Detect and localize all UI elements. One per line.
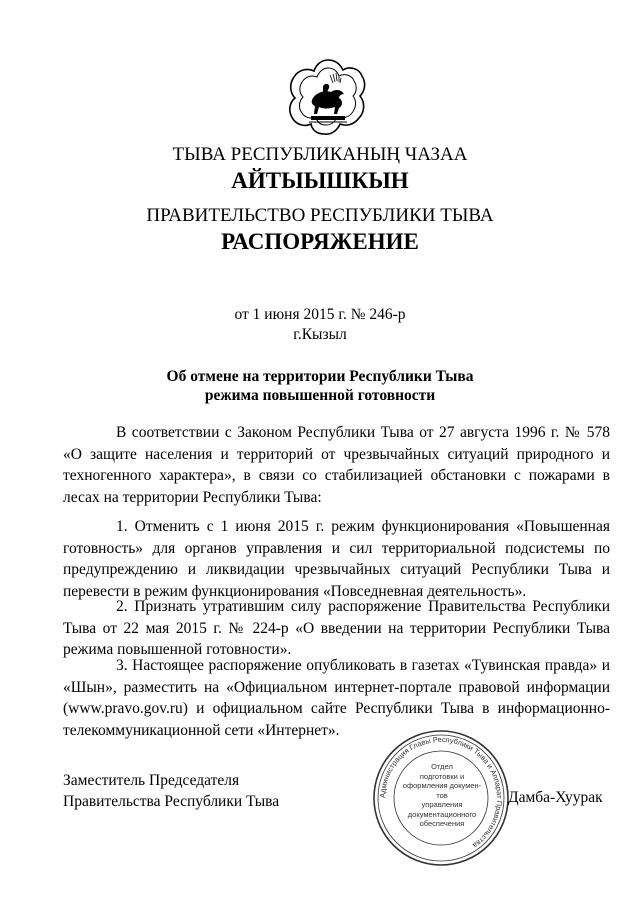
header-title-tuvan: ТЫВА РЕСПУБЛИКАНЫҢ ЧАЗАА <box>172 144 468 165</box>
stamp-inner-line: Отдел <box>431 762 453 771</box>
signatory-name: Дамба-Хуурак <box>508 789 603 806</box>
body-paragraph-item-1: 1. Отменить с 1 июня 2015 г. режим функционирования «Повышенная готовность» для органов управления и сил территориальной подсистемы по предупреждению и ликвидации чрезвычайных ситуаций Республики Тыва и перевести в режим функционирования «Повседневная деятельность». <box>63 518 610 600</box>
stamp-inner-line: документационного <box>407 809 477 819</box>
document-title <box>0 367 640 405</box>
body-paragraph-preamble: В соответствии с Законом Республики Тыва от 27 августа 1996 г. № 578 «О защите населения и территорий от чрезвычайных ситуаций природного и техногенного характера», в связи со стабилизацией обстановки с пожарами в лесах на территории Республики Тыва: <box>63 424 610 506</box>
document-city: г.Кызыл <box>293 326 347 343</box>
signatory-position <box>63 770 279 812</box>
coat-of-arms-icon <box>283 56 373 138</box>
document-date-number: от 1 июня 2015 г. № 246-р <box>234 306 406 323</box>
header-doc-type-russian: РАСПОРЯЖЕНИЕ <box>221 229 419 254</box>
signatory-position-line2: Правительства Республики Тыва <box>63 793 280 810</box>
document-title-line2: режима повышенной готовности <box>204 387 436 404</box>
document-title-line1: Об отмене на территории Республики Тыва <box>166 368 474 385</box>
body-paragraph-item-2: 2. Признать утратившим силу распоряжение Правительства Республики Тыва от 22 мая 2015 г. № 224-р «О введении на территории Республики Тыва режима повышенной готовности». <box>63 598 610 658</box>
signatory-position-line1: Заместитель Председателя <box>63 772 240 789</box>
stamp-ring-text: Администрация Главы Республики Тыва и Аппарат Правительства <box>377 734 505 851</box>
stamp-inner-line: подготовки и <box>419 771 465 781</box>
body-paragraph-item-3: 3. Настоящее распоряжение опубликовать в газетах «Тувинская правда» и «Шын», разместить на «Официальном интернет-портале правовой информации (www.pravo.gov.ru) и официальном сайте Республики Тыва в информационно-телекоммуникационной сети «Интернет». <box>63 657 610 739</box>
stamp-inner-line: оформления докумен-тов <box>402 781 482 800</box>
stamp-inner-line: управления <box>421 800 463 809</box>
stamp-inner-line: обеспечения <box>419 819 465 828</box>
header-title-russian: ПРАВИТЕЛЬСТВО РЕСПУБЛИКИ ТЫВА <box>146 205 494 226</box>
header-doc-type-tuvan: АЙТЫЫШКЫН <box>231 168 409 193</box>
stamp-inner-text <box>400 762 484 829</box>
